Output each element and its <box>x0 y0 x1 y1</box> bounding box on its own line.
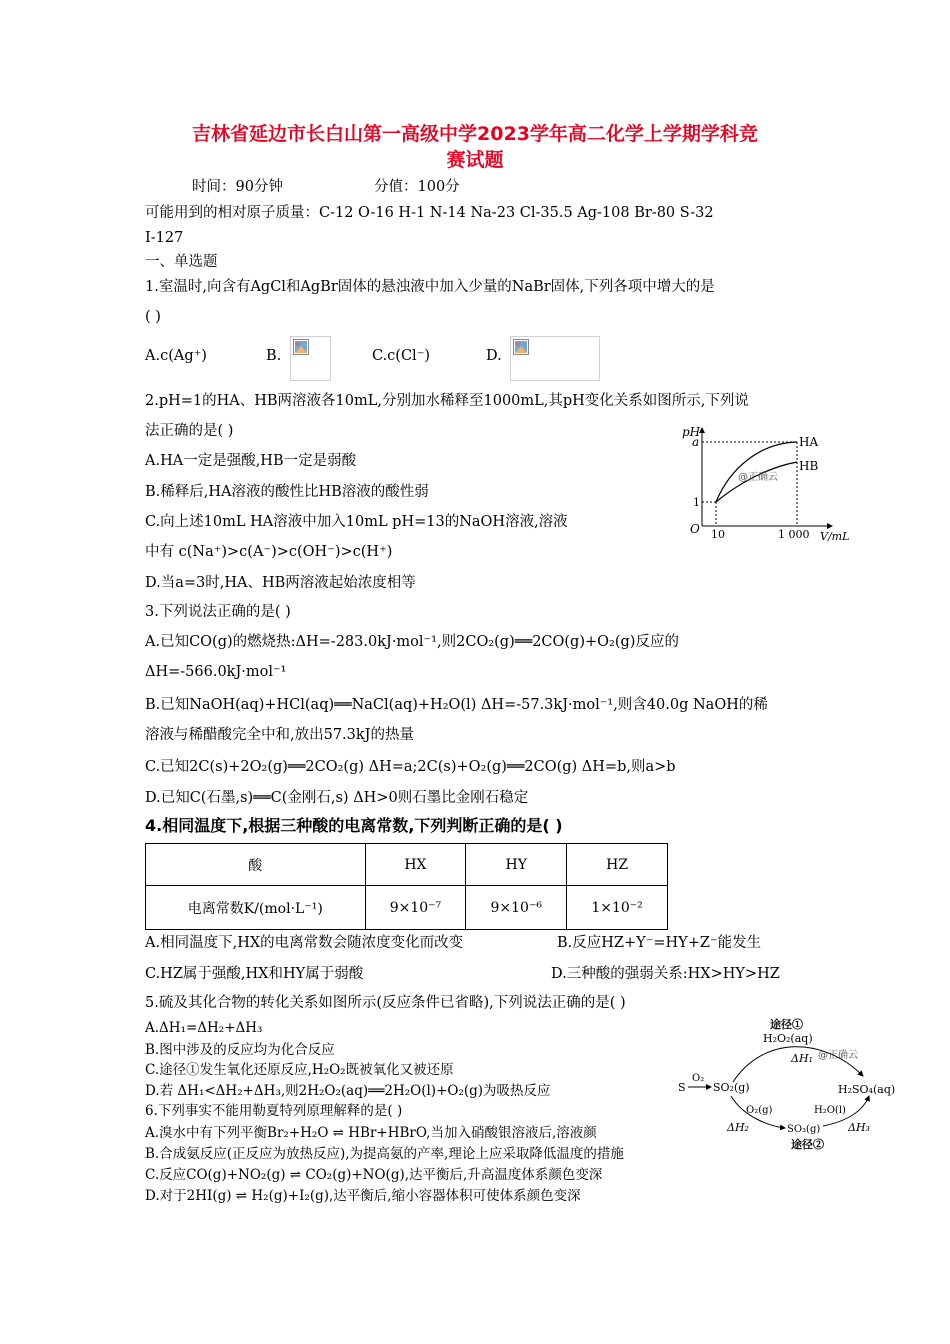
q2-ph-graph <box>680 418 855 548</box>
atomic-mass-line-1: 可能用到的相对原子质量：C-12 O-16 H-1 N-14 Na-23 Cl-35.5 Ag-108 Br-80 S-32 <box>145 205 714 221</box>
q5-h2o-label: H₂O(l) <box>814 1105 846 1116</box>
q2-stem-2: 法正确的是( ) <box>145 423 234 439</box>
table-cell: 电离常数K/(mol·L⁻¹) <box>146 886 366 930</box>
q3-option-c: C.已知2C(s)+2O₂(g)══2CO₂(g) ΔH=a;2C(s)+O₂(g)══2CO(g) ΔH=b,则a>b <box>145 759 676 775</box>
table-cell: 9×10⁻⁶ <box>466 886 567 930</box>
q5-h2so4-label: H₂SO₄(aq) <box>838 1083 896 1096</box>
q5-o2g-label: O₂(g) <box>746 1105 773 1116</box>
table-cell: 1×10⁻² <box>567 886 668 930</box>
table-header-row <box>146 844 668 886</box>
q5-dh1-label: ΔH₁ <box>791 1052 813 1065</box>
q4-option-c: C.HZ属于强酸,HX和HY属于弱酸 <box>145 966 364 982</box>
table-header-cell: 酸 <box>146 844 366 886</box>
q2-tick-10: 10 <box>711 528 725 541</box>
q1-option-a: A.c(Ag⁺) <box>145 348 207 364</box>
q5-option-a: A.ΔH₁=ΔH₂+ΔH₃ <box>145 1020 263 1036</box>
table-cell: 9×10⁻⁷ <box>365 886 466 930</box>
table-header-cell: HY <box>466 844 567 886</box>
section-heading: 一、单选题 <box>145 254 218 270</box>
q3-option-a-2: ΔH=-566.0kJ·mol⁻¹ <box>145 664 287 680</box>
q1-option-b-image <box>290 336 331 381</box>
q1-option-d-image <box>510 336 600 381</box>
q4-option-b: B.反应HZ+Y⁻=HY+Z⁻能发生 <box>557 935 762 951</box>
q5-option-c: C.途径①发生氧化还原反应,H₂O₂既被氧化又被还原 <box>145 1062 454 1078</box>
time-label: 时间：90分钟 <box>192 179 283 195</box>
q2-curve-hb-label: HB <box>799 459 819 473</box>
q6-option-c: C.反应CO(g)+NO₂(g) ⇌ CO₂(g)+NO(g),达平衡后,升高温度体系颜色变深 <box>145 1167 603 1183</box>
q2-tick-a: a <box>692 435 700 449</box>
q2-option-d: D.当a=3时,HA、HB两溶液起始浓度相等 <box>145 575 416 591</box>
q1-option-d-label: D. <box>486 348 502 364</box>
q5-so2-label: SO₂(g) <box>713 1081 750 1094</box>
title-line-2: 赛试题 <box>446 149 504 171</box>
broken-image-icon <box>293 339 309 355</box>
table-row <box>146 886 668 930</box>
atomic-mass-line-2: I-127 <box>145 230 184 246</box>
table-header-cell: HX <box>365 844 466 886</box>
q6-option-a: A.溴水中有下列平衡Br₂+H₂O ⇌ HBr+HBrO,当加入硝酸银溶液后,溶液颜 <box>145 1125 597 1141</box>
q5-option-d: D.若 ΔH₁<ΔH₂+ΔH₃,则2H₂O₂(aq)══2H₂O(l)+O₂(g)为吸热反应 <box>145 1083 551 1099</box>
q4-option-d: D.三种酸的强弱关系:HX>HY>HZ <box>551 966 780 982</box>
q2-stem-1: 2.pH=1的HA、HB两溶液各10mL,分别加水稀释至1000mL,其pH变化关系如图所示,下列说 <box>145 393 749 409</box>
q2-option-c-1: C.向上述10mL HA溶液中加入10mL pH=13的NaOH溶液,溶液 <box>145 514 568 530</box>
q6-option-d: D.对于2HI(g) ⇌ H₂(g)+I₂(g),达平衡后,缩小容器体积可使体系颜色变深 <box>145 1188 581 1204</box>
q4-ionization-table <box>145 843 668 930</box>
q6-stem: 6.下列事实不能用勒夏特列原理解释的是( ) <box>145 1103 403 1119</box>
q3-option-d: D.已知C(石墨,s)══C(金刚石,s) ΔH>0则石墨比金刚石稳定 <box>145 790 529 806</box>
score-label: 分值：100分 <box>374 179 460 195</box>
q3-stem: 3.下列说法正确的是( ) <box>145 604 291 620</box>
q2-tick-1000: 1 000 <box>778 528 810 541</box>
q6-option-b: B.合成氨反应(正反应为放热反应),为提高氨的产率,理论上应采取降低温度的措施 <box>145 1146 624 1162</box>
q1-stem: 1.室温时,向含有AgCl和AgBr固体的悬浊液中加入少量的NaBr固体,下列各项中增大的是 <box>145 279 715 295</box>
q5-stem: 5.硫及其化合物的转化关系如图所示(反应条件已省略),下列说法正确的是( ) <box>145 995 626 1011</box>
q5-dh2-label: ΔH₂ <box>727 1121 749 1134</box>
q5-option-b: B.图中涉及的反应均为化合反应 <box>145 1042 335 1058</box>
q2-y-axis-label: pH <box>682 425 701 439</box>
q2-x-axis-label: V/mL <box>820 530 850 543</box>
q5-h2o2-label: H₂O₂(aq) <box>763 1032 813 1045</box>
q2-option-b: B.稀释后,HA溶液的酸性比HB溶液的酸性弱 <box>145 484 429 500</box>
q5-so3-label: SO₃(g) <box>787 1124 821 1135</box>
q5-dh3-label: ΔH₃ <box>848 1121 870 1134</box>
q1-paren: ( ) <box>145 309 161 325</box>
q2-option-a: A.HA一定是强酸,HB一定是弱酸 <box>145 453 357 469</box>
q2-origin-label: O <box>690 522 700 536</box>
q5-route2-label: 途径② <box>791 1138 824 1151</box>
q2-option-c-2: 中有 c(Na⁺)>c(A⁻)>c(OH⁻)>c(H⁺) <box>145 544 393 560</box>
q3-option-b-2: 溶液与稀醋酸完全中和,放出57.3kJ的热量 <box>145 727 414 743</box>
table-header-cell: HZ <box>567 844 668 886</box>
q5-s-label: S <box>678 1081 686 1094</box>
q3-option-a-1: A.已知CO(g)的燃烧热:ΔH=-283.0kJ·mol⁻¹,则2CO₂(g)══2CO(g)+O₂(g)反应的 <box>145 634 679 650</box>
q5-o2-top-label: O₂ <box>692 1073 705 1084</box>
q4-option-a: A.相同温度下,HX的电离常数会随浓度变化而改变 <box>145 935 464 951</box>
q2-curve-ha-label: HA <box>799 435 819 449</box>
broken-image-icon <box>513 339 529 355</box>
q3-option-b-1: B.已知NaOH(aq)+HCl(aq)══NaCl(aq)+H₂O(l) ΔH=-57.3kJ·mol⁻¹,则含40.0g NaOH的稀 <box>145 697 768 713</box>
q5-sulfur-diagram <box>673 1016 908 1152</box>
title-line-1: 吉林省延边市长白山第一高级中学2023学年高二化学上学期学科竞 <box>192 123 758 145</box>
q2-tick-1: 1 <box>693 496 700 509</box>
q5-watermark: @正确云 <box>818 1050 858 1061</box>
q2-watermark: @正确云 <box>738 472 778 483</box>
q1-option-c: C.c(Cl⁻) <box>372 348 431 364</box>
q4-stem: 4.相同温度下,根据三种酸的电离常数,下列判断正确的是( ) <box>145 816 563 835</box>
q1-option-b-label: B. <box>266 348 282 364</box>
q5-route1-label: 途径① <box>770 1018 803 1031</box>
